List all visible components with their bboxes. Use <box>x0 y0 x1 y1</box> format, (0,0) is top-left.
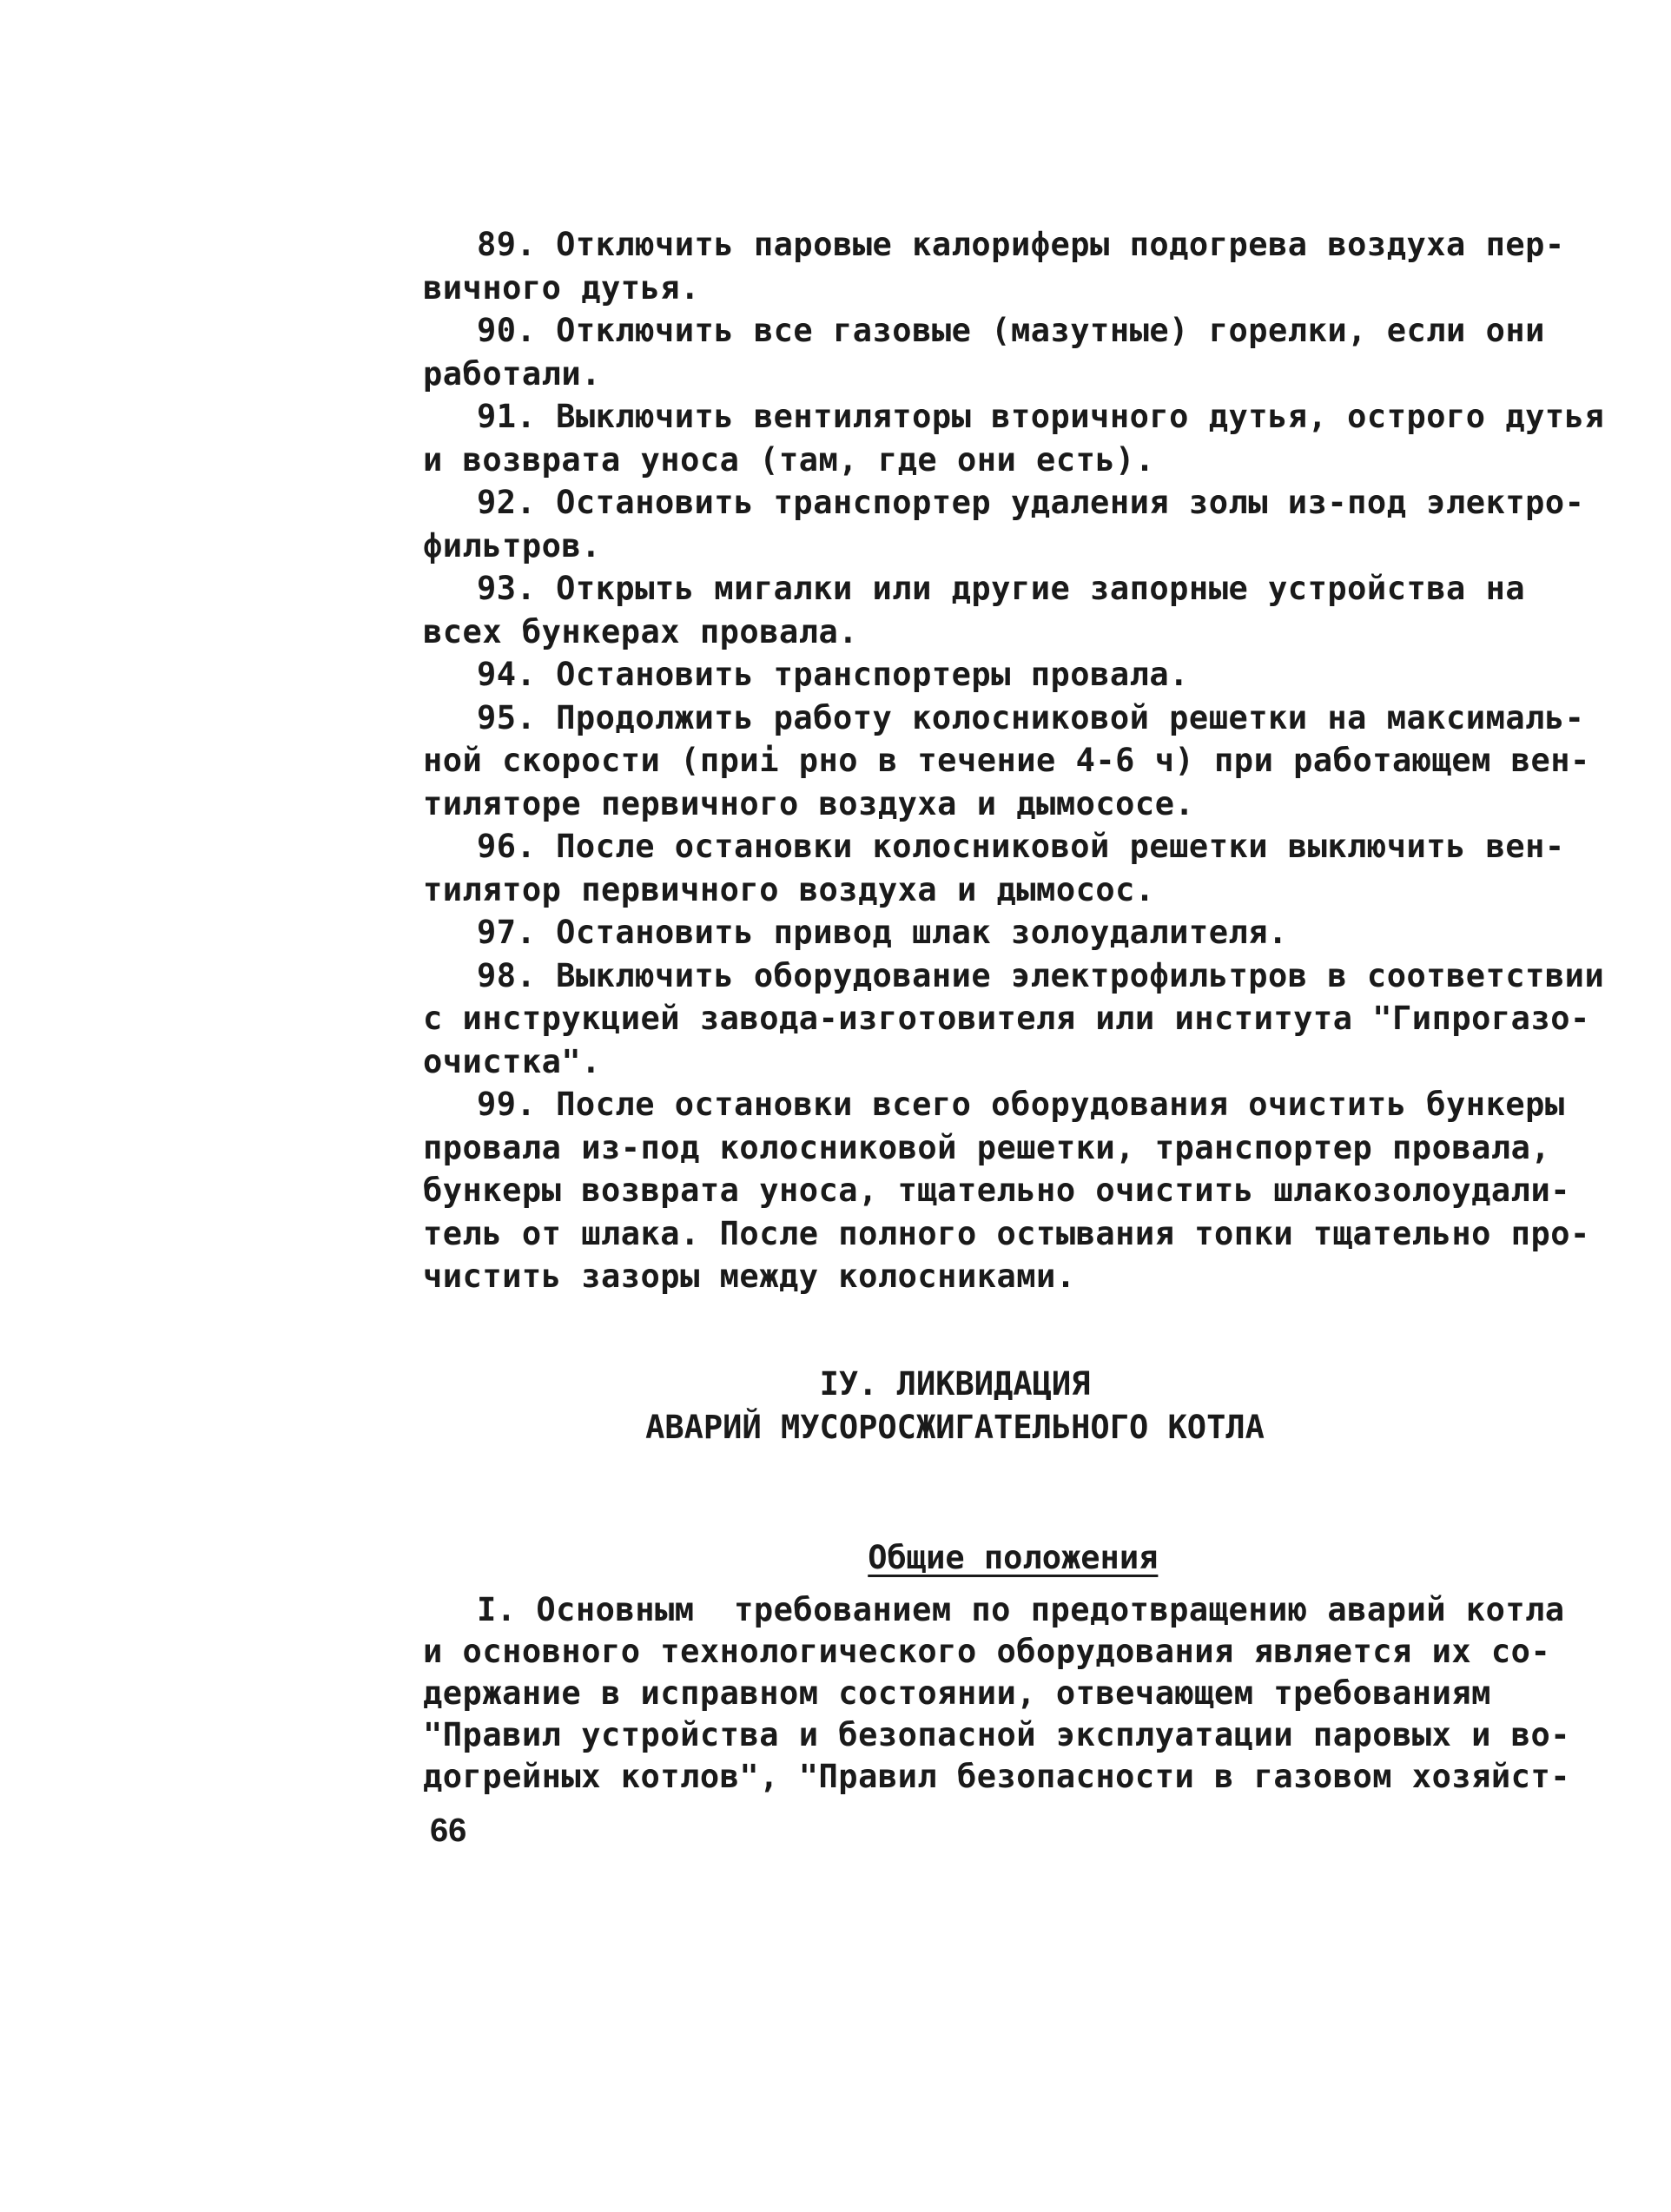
item-continuation-line: тилятор первичного воздуха и дымосос. <box>423 870 1155 908</box>
item-continuation-line: бункеры возврата уноса, тщательно очистить шлакозолоудали- <box>423 1172 1571 1209</box>
heading-line-1: IУ. ЛИКВИДАЦИЯ <box>819 1365 1091 1403</box>
item-continuation-line: всех бункерах провала. <box>423 612 859 650</box>
item-first-line: 93. Открыть мигалки или другие запорные устройства на <box>477 570 1526 607</box>
paragraph-line: и основного технологического оборудования является их со- <box>423 1633 1551 1670</box>
heading-line-2: АВАРИЙ МУСОРОСЖИГАТЕЛЬНОГО КОТЛА <box>645 1409 1265 1446</box>
item-continuation-line: ной скорости (приі рно в течение 4-6 ч) при работающем вен- <box>423 742 1590 779</box>
item-first-line: 99. После остановки всего оборудования очистить бункеры <box>477 1086 1565 1123</box>
paragraph-line: догрейных котлов", "Правил безопасности в газовом хозяйст- <box>423 1758 1571 1795</box>
item-first-line: 89. Отключить паровые калориферы подогрева воздуха пер- <box>477 226 1565 263</box>
paragraph-first-line: I. Основным требованием по предотвращению аварий котла <box>477 1591 1565 1628</box>
item-continuation-line: чистить зазоры между колосниками. <box>423 1258 1076 1295</box>
item-continuation-line: вичного дутья. <box>423 268 700 307</box>
item-first-line: 96. После остановки колосниковой решетки выключить вен- <box>477 828 1565 865</box>
item-first-line: 97. Остановить привод шлак золоудалителя. <box>477 914 1288 951</box>
item-first-line: 92. Остановить транспортер удаления золы из-под электро- <box>477 484 1585 521</box>
page-number: 66 <box>430 1813 467 1849</box>
item-first-line: 90. Отключить все газовые (мазутные) горелки, если они <box>477 312 1545 349</box>
item-continuation-line: тель от шлака. После полного остывания топки тщательно про- <box>423 1214 1590 1252</box>
paragraph-line: "Правил устройства и безопасной эксплуатации паровых и во- <box>423 1716 1571 1753</box>
subheading: Общие положения <box>868 1539 1159 1576</box>
item-continuation-line: очистка". <box>423 1042 601 1080</box>
item-continuation-line: провала из-под колосниковой решетки, транспортер провала, <box>423 1128 1551 1166</box>
item-first-line: 98. Выключить оборудование электрофильтров в соответствии <box>477 956 1605 994</box>
item-continuation-line: работали. <box>423 354 601 393</box>
item-continuation-line: тиляторе первичного воздуха и дымососе. <box>423 784 1195 822</box>
item-continuation-line: с инструкцией завода-изготовителя или института "Гипрогазо- <box>423 1000 1590 1037</box>
paragraph-line: держание в исправном состоянии, отвечающем требованиям <box>423 1674 1491 1712</box>
item-first-line: 91. Выключить вентиляторы вторичного дутья, острого дутья <box>477 398 1605 435</box>
item-first-line: 95. Продолжить работу колосниковой решетки на максималь- <box>477 698 1585 736</box>
item-first-line: 94. Остановить транспортеры провала. <box>477 656 1189 693</box>
item-continuation-line: фильтров. <box>423 526 601 565</box>
item-continuation-line: и возврата уноса (там, где они есть). <box>423 440 1155 479</box>
